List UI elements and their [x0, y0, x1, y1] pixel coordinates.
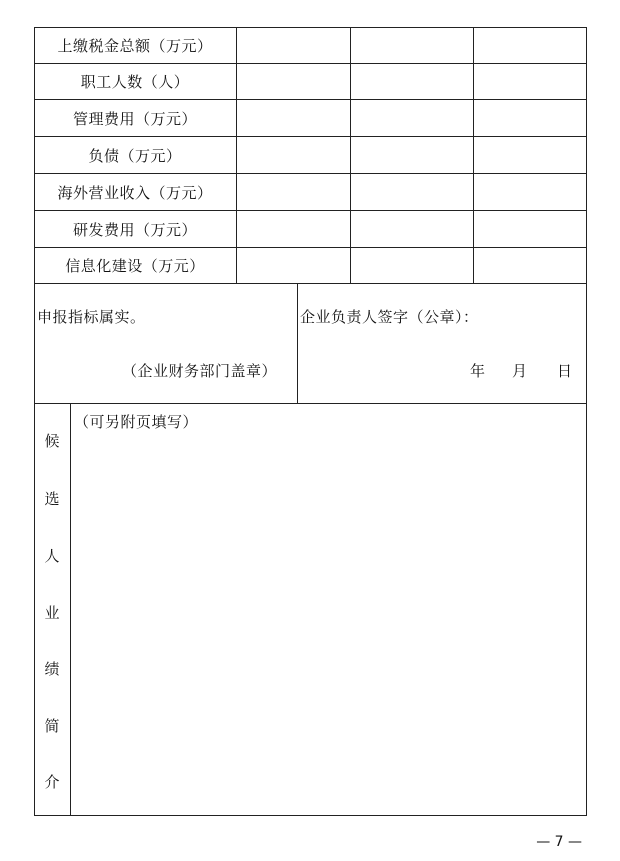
row-label-overseas-revenue: 海外营业收入（万元）	[57, 183, 213, 202]
value-cell[interactable]	[351, 248, 473, 284]
value-cell[interactable]	[237, 100, 350, 136]
side-label-char: 选	[44, 490, 60, 508]
table-bottom-border	[34, 815, 587, 816]
row-label-employees: 职工人数（人）	[80, 72, 190, 91]
row-label-it-investment: 信息化建设（万元）	[65, 256, 205, 275]
row-label-rd-cost: 研发费用（万元）	[72, 220, 197, 239]
value-cell[interactable]	[351, 137, 473, 173]
date-year-label: 年	[470, 362, 486, 380]
value-cell[interactable]	[237, 174, 350, 210]
section-divider	[34, 403, 587, 404]
date-day-label: 日	[557, 362, 573, 380]
finance-seal-label: （企业财务部门盖章）	[122, 362, 278, 380]
value-cell[interactable]	[474, 64, 586, 100]
row-label-management-cost: 管理费用（万元）	[72, 109, 197, 128]
date-month-label: 月	[512, 362, 528, 380]
declaration-statement: 申报指标属实。	[37, 308, 146, 326]
row-label-liabilities: 负债（万元）	[88, 146, 182, 165]
side-label-char: 人	[44, 547, 60, 565]
value-cell[interactable]	[351, 100, 473, 136]
side-label-char: 业	[44, 604, 60, 622]
value-cell[interactable]	[237, 248, 350, 284]
achievements-text-area[interactable]	[71, 436, 586, 814]
value-cell[interactable]	[237, 28, 350, 64]
value-cell[interactable]	[351, 28, 473, 64]
signature-area[interactable]	[298, 330, 586, 354]
value-cell[interactable]	[474, 211, 586, 247]
value-cell[interactable]	[474, 137, 586, 173]
value-cell[interactable]	[474, 100, 586, 136]
value-cell[interactable]	[237, 137, 350, 173]
value-cell[interactable]	[351, 64, 473, 100]
value-cell[interactable]	[474, 174, 586, 210]
value-cell[interactable]	[351, 211, 473, 247]
side-label-char: 介	[44, 773, 60, 791]
table-right-border	[586, 27, 587, 816]
side-label-char: 简	[44, 717, 60, 735]
signature-label: 企业负责人签字（公章）：	[300, 308, 479, 326]
achievements-hint: （可另附页填写）	[74, 413, 199, 431]
row-label-taxes: 上缴税金总额（万元）	[57, 36, 213, 55]
side-label-char: 候	[44, 432, 60, 450]
value-cell[interactable]	[474, 248, 586, 284]
value-cell[interactable]	[237, 64, 350, 100]
value-cell[interactable]	[351, 174, 473, 210]
value-cell[interactable]	[474, 28, 586, 64]
value-cell[interactable]	[237, 211, 350, 247]
page-number: — 7 —	[536, 834, 582, 850]
side-label-char: 绩	[44, 660, 60, 678]
